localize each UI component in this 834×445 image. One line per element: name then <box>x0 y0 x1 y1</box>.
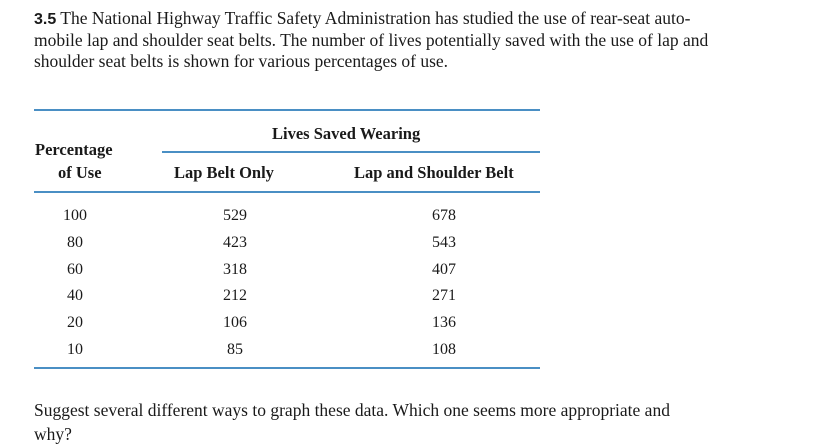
table-cell-shoulder: 271 <box>432 287 456 305</box>
problem-number: 3.5 <box>34 11 57 28</box>
table-cell-shoulder: 543 <box>432 233 456 251</box>
table-top-rule <box>34 109 540 111</box>
table-cell-pct: 20 <box>67 314 83 332</box>
table-cell-pct: 10 <box>67 340 83 358</box>
table-cell-pct: 100 <box>63 207 87 224</box>
header-bottom-rule <box>34 191 540 193</box>
table-cell-shoulder: 136 <box>432 314 456 332</box>
problem-line-3: shoulder seat belts is shown for various percentages of use. <box>34 51 449 71</box>
header-lap-and-shoulder-belt: Lap and Shoulder Belt <box>354 163 514 182</box>
column-lap-belt <box>205 203 265 364</box>
table-cell-lap: 529 <box>223 207 247 224</box>
table-cell-pct: 40 <box>67 287 83 305</box>
problem-line-1: 3.5 The National Highway Traffic Safety Administration has studied the use of rear-seat auto- <box>34 8 691 28</box>
header-percentage: Percentage <box>35 140 113 159</box>
table-cell-lap: 212 <box>223 287 247 305</box>
table-cell-shoulder: 678 <box>432 207 456 224</box>
table-cell-lap: 106 <box>223 314 247 332</box>
table-cell-shoulder: 407 <box>432 260 456 278</box>
header-lap-belt-only: Lap Belt Only <box>174 163 274 182</box>
group-header-lives-saved: Lives Saved Wearing <box>272 124 421 143</box>
problem-statement <box>34 8 834 72</box>
question-line-1: Suggest several different ways to graph these data. Which one seems more appropriate and <box>34 400 670 420</box>
table-cell-lap: 318 <box>223 260 247 278</box>
table-cell-pct: 80 <box>67 233 83 251</box>
problem-line-2: mobile lap and shoulder seat belts. The number of lives potentially saved with the use of lap and <box>34 30 709 50</box>
header-of-use: of Use <box>58 163 102 182</box>
table-cell-lap: 85 <box>227 340 243 358</box>
table-cell-shoulder: 108 <box>432 340 456 358</box>
table-cell-lap: 423 <box>223 233 247 251</box>
question-line-2: why? <box>34 424 72 444</box>
column-percentage <box>40 203 110 364</box>
table-bottom-rule <box>34 367 540 369</box>
table-cell-pct: 60 <box>67 260 83 278</box>
column-lap-and-shoulder <box>414 203 474 364</box>
group-header-rule <box>162 151 540 153</box>
question-text <box>34 399 670 444</box>
